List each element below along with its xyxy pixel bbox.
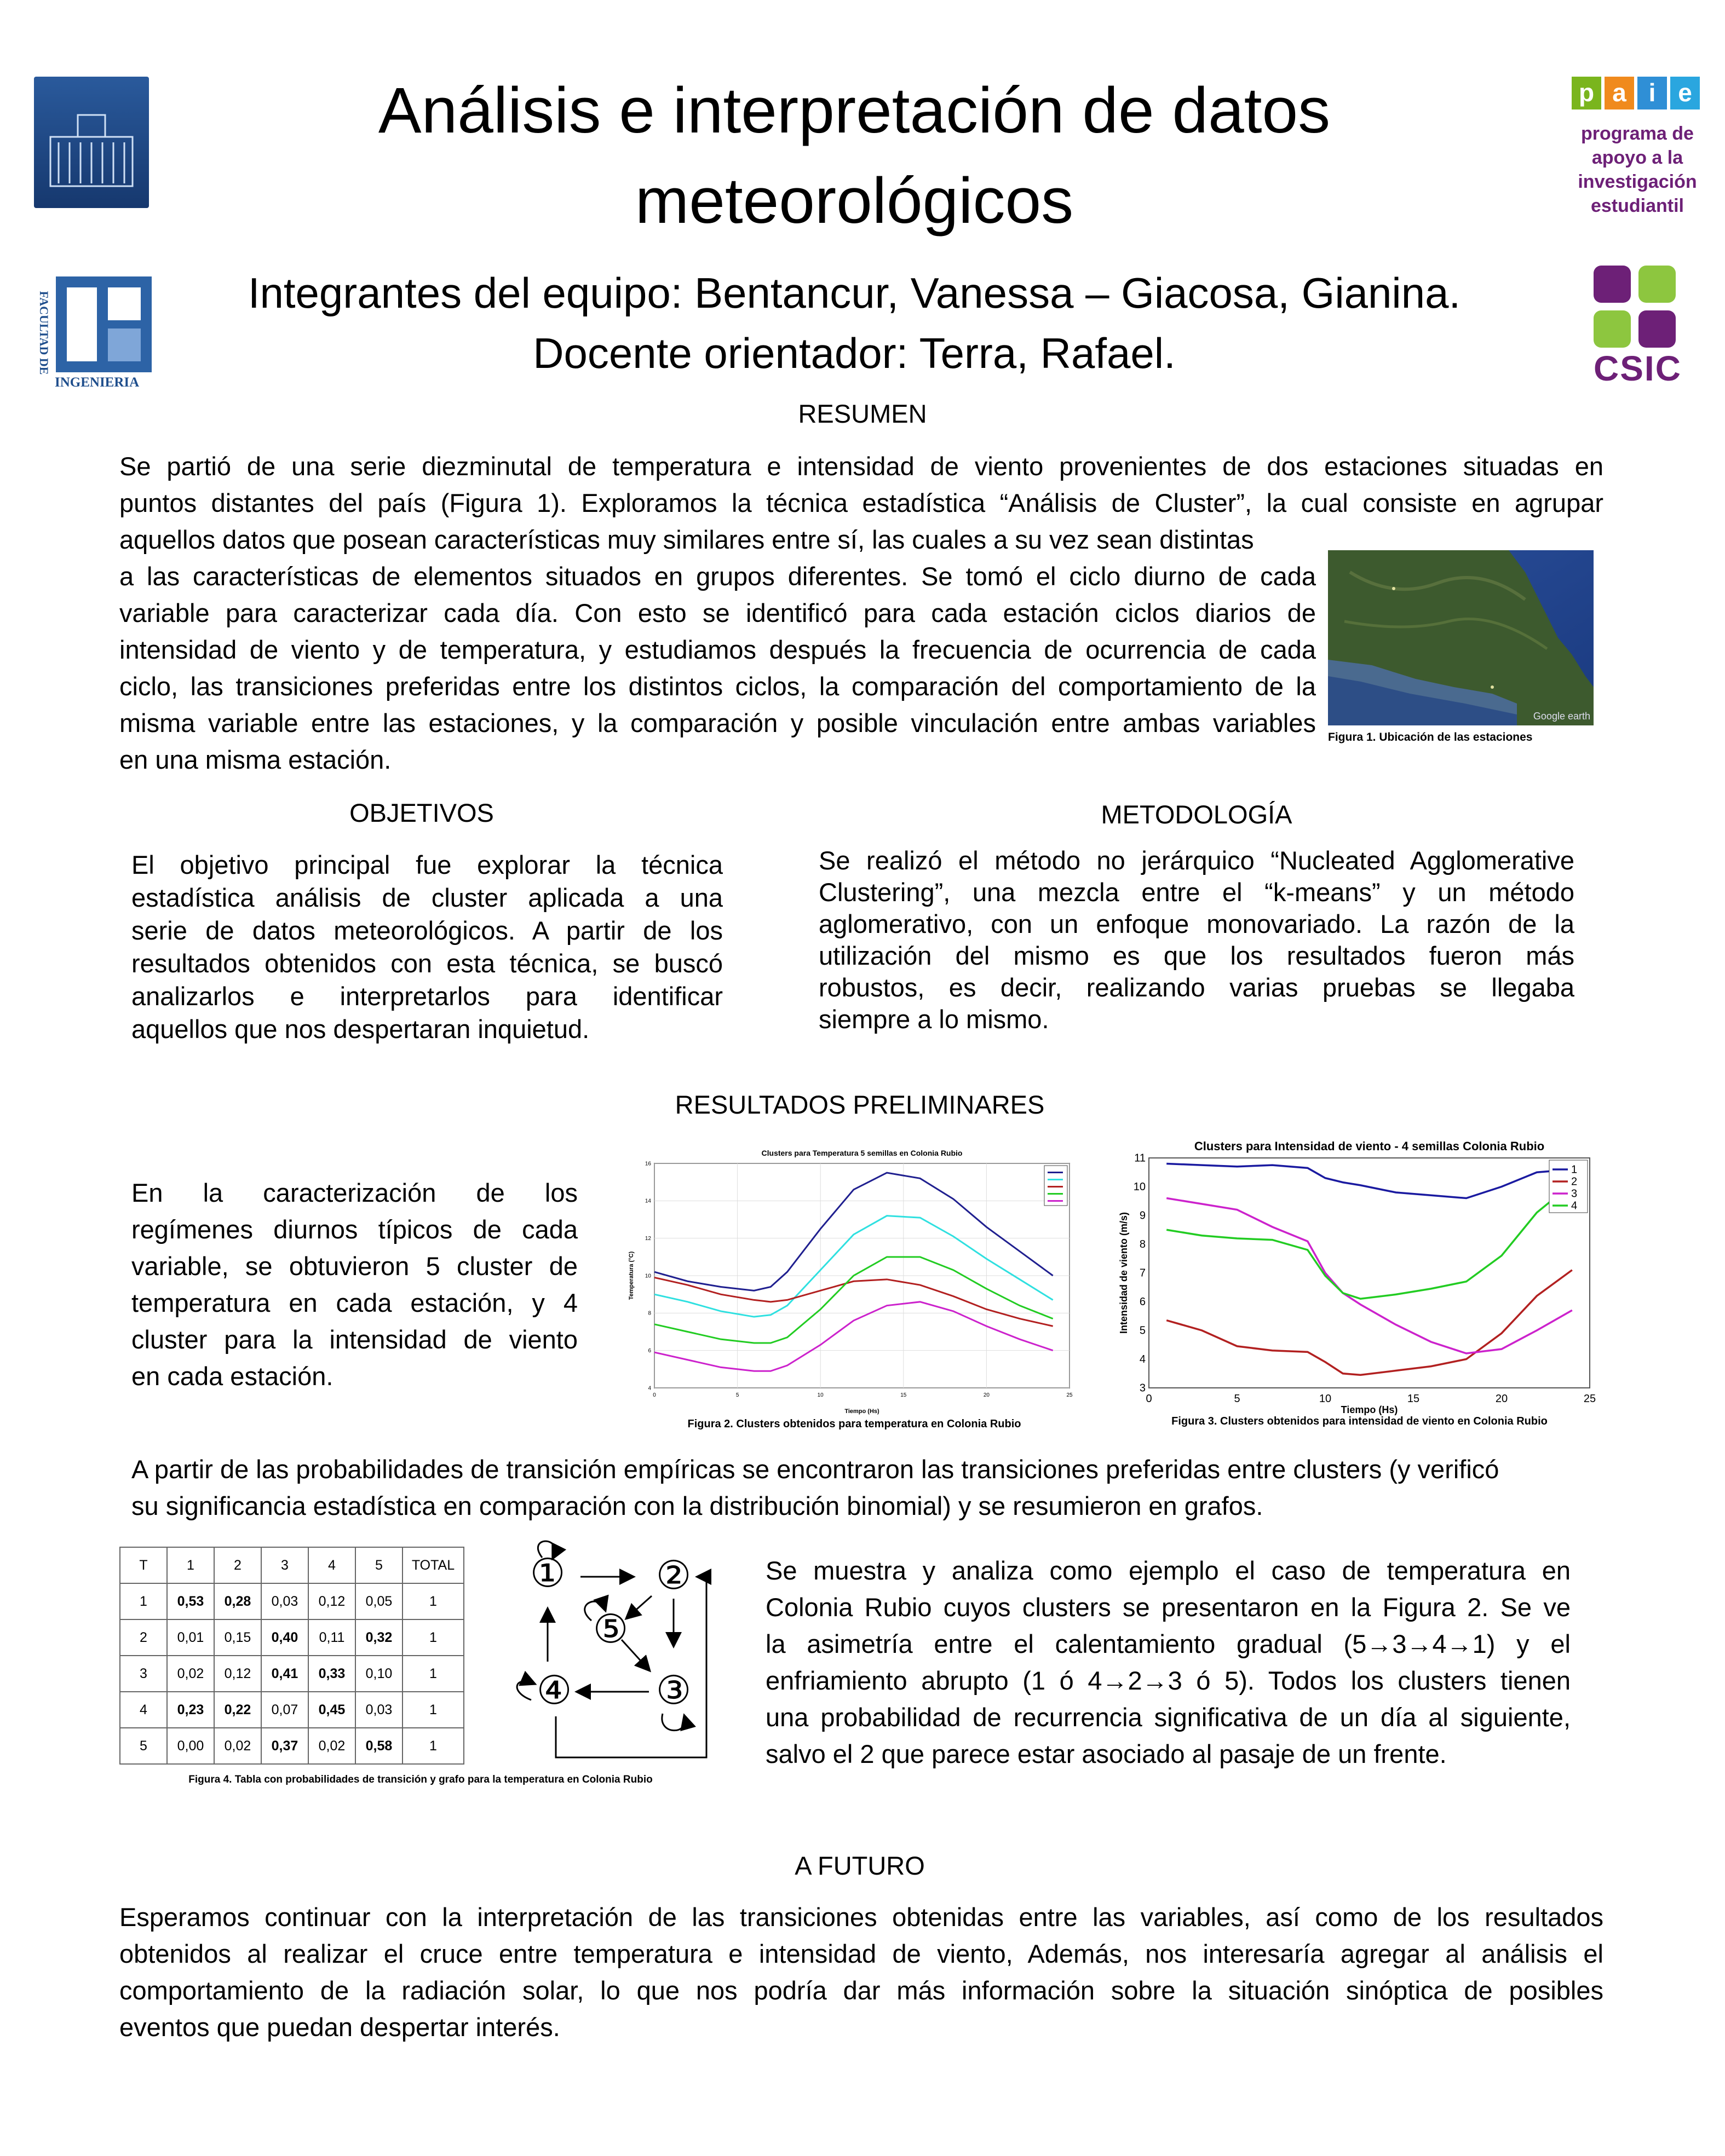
resultados-line: En la caracterización de los — [131, 1178, 578, 1207]
transition-line: A partir de las probabilidades de transición empíricas se encontraron las transiciones preferidas entre clusters (y verificó — [131, 1455, 1499, 1484]
resumen-line: ciclo, las transiciones preferidas entre los distintos ciclos, la comparación del comportamiento de la — [119, 672, 1316, 701]
legend-label: 1 — [1571, 1163, 1578, 1176]
paie-text-1: programa de — [1581, 123, 1694, 144]
edge-2-5 — [627, 1596, 652, 1618]
table-header-cell: 4 — [308, 1547, 355, 1583]
analysis-line: Se muestra y analiza como ejemplo el caso de temperatura en — [766, 1556, 1571, 1585]
analysis-line: Colonia Rubio cuyos clusters se presentaron en la Figura 2. Se ve — [766, 1593, 1571, 1622]
table-cell: 1 — [403, 1619, 464, 1656]
fing-bottom-text: INGENIERIA — [55, 375, 140, 390]
resumen-heading: RESUMEN — [798, 399, 927, 428]
y-tick-label: 4 — [1139, 1353, 1146, 1366]
y-tick-label: 16 — [645, 1161, 651, 1167]
y-tick-label: 12 — [645, 1236, 651, 1242]
objetivos-line: serie de datos meteorológicos. A partir de los — [131, 916, 723, 945]
resumen-line: a las características de elementos situados en grupos diferentes. Se tomó el ciclo diurno de cada — [119, 562, 1316, 591]
fing-emblem-icon — [56, 276, 152, 372]
team-members: Integrantes del equipo: Bentancur, Vanessa – Giacosa, Gianina. — [248, 269, 1461, 317]
resumen-line: aquellos datos que posean características muy similares entre sí, las cuales a su vez sean distintas — [119, 525, 1254, 554]
y-tick-label: 7 — [1139, 1267, 1146, 1279]
csic-text: CSIC — [1594, 349, 1682, 388]
paie-logo — [1572, 77, 1703, 241]
udelar-logo — [34, 77, 149, 208]
metodologia-line: robustos, es decir, realizando varias pruebas se llegaba — [819, 973, 1574, 1002]
resultados-line: regímenes diurnos típicos de cada — [131, 1215, 578, 1244]
csic-emblem-icon — [1594, 266, 1681, 348]
table-cell: 1 — [403, 1583, 464, 1619]
x-tick-label: 5 — [735, 1392, 739, 1398]
building-icon — [34, 77, 149, 208]
table-header-cell: 1 — [167, 1547, 214, 1583]
x-tick-label: 10 — [1319, 1393, 1332, 1405]
table-cell: 0,32 — [355, 1619, 403, 1656]
csic-logo — [1594, 266, 1687, 391]
table-cell: 0,00 — [167, 1728, 214, 1764]
table-header-cell: 5 — [355, 1547, 403, 1583]
transition-graph — [504, 1527, 723, 1774]
table-cell: 5 — [120, 1728, 167, 1764]
x-tick-label: 20 — [983, 1392, 990, 1398]
resumen-text-narrow — [119, 521, 1316, 778]
table-cell: 0,02 — [214, 1728, 261, 1764]
y-tick-label: 6 — [1139, 1296, 1146, 1308]
legend-label: 4 — [1571, 1200, 1578, 1212]
authors-block — [164, 263, 1544, 383]
table-cell: 0,12 — [308, 1583, 355, 1619]
analysis-line: salvo el 2 que parece estar asociado al pasaje de un frente. — [766, 1739, 1447, 1768]
legend-label: 3 — [1571, 1187, 1578, 1200]
futuro-line: comportamiento de la radiación solar, lo que nos podría dar más información sobre la situación sinóptica de posibles — [119, 1976, 1603, 2005]
objetivos-line: analizarlos e interpretarlos para identificar — [131, 982, 723, 1011]
fing-vertical-text: FACULTAD DE — [37, 291, 51, 375]
figure-3-caption: Figura 3. Clusters obtenidos para intensidad de viento en Colonia Rubio — [1171, 1415, 1548, 1427]
temperature-clusters-chart — [627, 1142, 1082, 1415]
metodologia-text — [819, 845, 1574, 1035]
legend-label: 2 — [1571, 1175, 1578, 1188]
table-row — [120, 1656, 464, 1692]
chart-title: Clusters para Temperatura 5 semillas en Colonia Rubio — [761, 1149, 963, 1157]
table-cell: 0,02 — [167, 1656, 214, 1692]
table-header-cell: 2 — [214, 1547, 261, 1583]
table-cell: 1 — [403, 1656, 464, 1692]
x-tick-label: 25 — [1066, 1392, 1073, 1398]
metodologia-line: aglomerativo, con un enfoque monovariado. La razón de la — [819, 909, 1574, 938]
objetivos-heading: OBJETIVOS — [349, 798, 494, 827]
objetivos-text — [131, 849, 723, 1046]
resultados-line: en cada estación. — [131, 1362, 334, 1391]
table-cell: 0,05 — [355, 1583, 403, 1619]
transition-line: su significancia estadística en comparación con la distribución binomial) y se resumieron en grafos. — [131, 1491, 1263, 1520]
resultados-left-text — [131, 1174, 578, 1394]
resumen-line: puntos distantes del país (Figura 1). Exploramos la técnica estadística “Análisis de Cluster”, la cual consiste en agrupar — [119, 488, 1603, 517]
x-tick-label: 20 — [1495, 1393, 1508, 1405]
paie-letter-e: e — [1670, 77, 1700, 109]
y-axis-label: Temperatura (°C) — [628, 1251, 635, 1300]
table-cell: 0,11 — [308, 1619, 355, 1656]
resultados-right-text — [766, 1552, 1571, 1772]
table-row — [120, 1692, 464, 1728]
metodologia-line: Se realizó el método no jerárquico “Nucleated Agglomerative — [819, 846, 1574, 875]
y-tick-label: 6 — [648, 1348, 651, 1354]
table-cell: 3 — [120, 1656, 167, 1692]
chart-title: Clusters para Intensidad de viento - 4 semillas Colonia Rubio — [1194, 1139, 1545, 1153]
figure-1-caption: Figura 1. Ubicación de las estaciones — [1328, 731, 1533, 743]
table-header-cell: T — [120, 1547, 167, 1583]
table-cell: 0,10 — [355, 1656, 403, 1692]
table-cell: 0,22 — [214, 1692, 261, 1728]
table-cell: 0,33 — [308, 1656, 355, 1692]
table-cell: 0,58 — [355, 1728, 403, 1764]
x-tick-label: 15 — [1407, 1393, 1420, 1405]
resumen-line: misma variable entre las estaciones, y la comparación y posible vinculación entre ambas variables — [119, 708, 1316, 737]
metodologia-line: Clustering”, una mezcla entre el “k-means” y un método — [819, 878, 1574, 907]
table-cell: 0,03 — [261, 1583, 308, 1619]
table-cell: 4 — [120, 1692, 167, 1728]
y-tick-label: 10 — [645, 1273, 651, 1279]
paie-letter-i: i — [1637, 77, 1667, 109]
table-cell: 1 — [403, 1728, 464, 1764]
resultados-heading: RESULTADOS PRELIMINARES — [675, 1090, 1045, 1119]
graph-node-3: ③ — [656, 1667, 692, 1713]
table-cell: 0,37 — [261, 1728, 308, 1764]
page-title: Análisis e interpretación de datos meteorológicos — [378, 74, 1331, 237]
y-tick-label: 4 — [648, 1385, 651, 1392]
metodologia-line: utilización del mismo es que los resultados fueron más — [819, 941, 1574, 970]
y-tick-label: 8 — [648, 1310, 651, 1317]
resumen-line: variable para caracterizar cada día. Con esto se identificó para cada estación ciclos diarios de — [119, 598, 1316, 627]
futuro-line: obtenidos al realizar el cruce entre temperatura e intensidad de viento, Además, nos interesaría agregar al análisis el — [119, 1939, 1603, 1968]
table-cell: 0,02 — [308, 1728, 355, 1764]
futuro-heading: A FUTURO — [795, 1851, 925, 1880]
legend-box — [1044, 1166, 1067, 1206]
resumen-line: intensidad de viento y de temperatura, y estudiamos después la frecuencia de ocurrencia de cada — [119, 635, 1316, 664]
table-cell: 0,01 — [167, 1619, 214, 1656]
resumen-line: Se partió de una serie diezminutal de temperatura e intensidad de viento provenientes de dos estaciones situadas en — [119, 452, 1603, 481]
y-tick-label: 14 — [645, 1198, 651, 1204]
analysis-line: enfriamiento abrupto (1 ó 4→2→3 ó 5). Todos los clusters tienen — [766, 1666, 1571, 1695]
resumen-line: en una misma estación. — [119, 745, 392, 774]
metodologia-heading: METODOLOGÍA — [1101, 800, 1292, 829]
table-cell: 0,40 — [261, 1619, 308, 1656]
table-row — [120, 1583, 464, 1619]
plot-area — [1149, 1158, 1590, 1388]
y-tick-label: 10 — [1133, 1181, 1146, 1194]
paie-letter-a: a — [1605, 77, 1634, 109]
advisor: Docente orientador: Terra, Rafael. — [533, 329, 1176, 377]
table-cell: 0,07 — [261, 1692, 308, 1728]
transition-probability-table — [119, 1547, 464, 1765]
objetivos-line: resultados obtenidos con esta técnica, se buscó — [131, 949, 723, 978]
resumen-text-full — [119, 448, 1603, 521]
resultados-line: variable, se obtuvieron 5 cluster de — [131, 1252, 578, 1281]
paie-text-3: investigación — [1578, 171, 1697, 192]
x-tick-label: 15 — [900, 1392, 907, 1398]
resultados-line: cluster para la intensidad de viento — [131, 1325, 578, 1354]
paie-letter-p: p — [1572, 77, 1601, 109]
graph-node-1: ① — [530, 1550, 566, 1596]
figure-2-caption: Figura 2. Clusters obtenidos para temperatura en Colonia Rubio — [687, 1418, 1021, 1430]
y-tick-label: 5 — [1139, 1324, 1146, 1337]
table-cell: 0,45 — [308, 1692, 355, 1728]
table-cell: 0,28 — [214, 1583, 261, 1619]
futuro-text — [119, 1899, 1603, 2045]
station-map — [1328, 550, 1594, 725]
y-tick-label: 11 — [1134, 1152, 1146, 1165]
x-tick-label: 0 — [1146, 1393, 1152, 1405]
futuro-line: eventos que puedan despertar interés. — [119, 2013, 560, 2042]
y-tick-label: 8 — [1139, 1238, 1146, 1251]
self-loop-4 — [517, 1681, 534, 1700]
y-tick-label: 3 — [1139, 1382, 1146, 1394]
table-header-row — [120, 1547, 464, 1583]
self-loop-3 — [662, 1714, 685, 1731]
x-tick-label: 25 — [1583, 1393, 1596, 1405]
table-cell: 0,23 — [167, 1692, 214, 1728]
graph-node-5: ⑤ — [593, 1606, 629, 1652]
resultados-line: temperatura en cada estación, y 4 — [131, 1288, 578, 1317]
futuro-line: Esperamos continuar con la interpretación de las transiciones obtenidas entre las variables, así como de los resultados — [119, 1903, 1603, 1932]
table-cell: 2 — [120, 1619, 167, 1656]
y-tick-label: 9 — [1139, 1209, 1146, 1222]
satellite-map-image — [1328, 550, 1594, 725]
graph-node-2: ② — [656, 1552, 692, 1598]
figure-4-caption: Figura 4. Tabla con probabilidades de transición y grafo para la temperatura en Colonia Rubio — [188, 1774, 653, 1785]
objetivos-line: estadística análisis de cluster aplicada a una — [131, 883, 723, 912]
x-axis-label: Tiempo (Hs) — [1341, 1404, 1398, 1415]
map-watermark: Google earth — [1533, 711, 1590, 722]
paie-text-2: apoyo a la — [1591, 147, 1683, 168]
analysis-line: la asimetría entre el calentamiento gradual (5→3→4→1) y el — [766, 1629, 1571, 1658]
transition-text — [131, 1451, 1577, 1524]
table-row — [120, 1728, 464, 1764]
table-header-cell: 3 — [261, 1547, 308, 1583]
table-cell: 0,15 — [214, 1619, 261, 1656]
table-cell: 0,12 — [214, 1656, 261, 1692]
wind-clusters-chart — [1117, 1136, 1602, 1415]
paie-text-4: estudiantil — [1590, 195, 1684, 216]
table-cell: 0,53 — [167, 1583, 214, 1619]
table-row — [120, 1619, 464, 1656]
fing-logo — [34, 276, 154, 397]
table-cell: 0,03 — [355, 1692, 403, 1728]
y-axis-label: Intensidad de viento (m/s) — [1118, 1212, 1129, 1334]
table-cell: 1 — [120, 1583, 167, 1619]
table-cell: 0,41 — [261, 1656, 308, 1692]
x-tick-label: 10 — [817, 1392, 824, 1398]
table-cell: 1 — [403, 1692, 464, 1728]
table-header-cell: TOTAL — [403, 1547, 464, 1583]
x-axis-label: Tiempo (Hs) — [844, 1408, 879, 1415]
graph-node-4: ④ — [536, 1667, 572, 1713]
metodologia-line: siempre a lo mismo. — [819, 1005, 1049, 1034]
objetivos-line: El objetivo principal fue explorar la técnica — [131, 850, 723, 879]
analysis-line: una probabilidad de recurrencia significativa de un día al siguiente, — [766, 1703, 1571, 1732]
x-tick-label: 5 — [1234, 1393, 1240, 1405]
x-tick-label: 0 — [653, 1392, 656, 1398]
objetivos-line: aquellos que nos despertaran inquietud. — [131, 1014, 590, 1044]
